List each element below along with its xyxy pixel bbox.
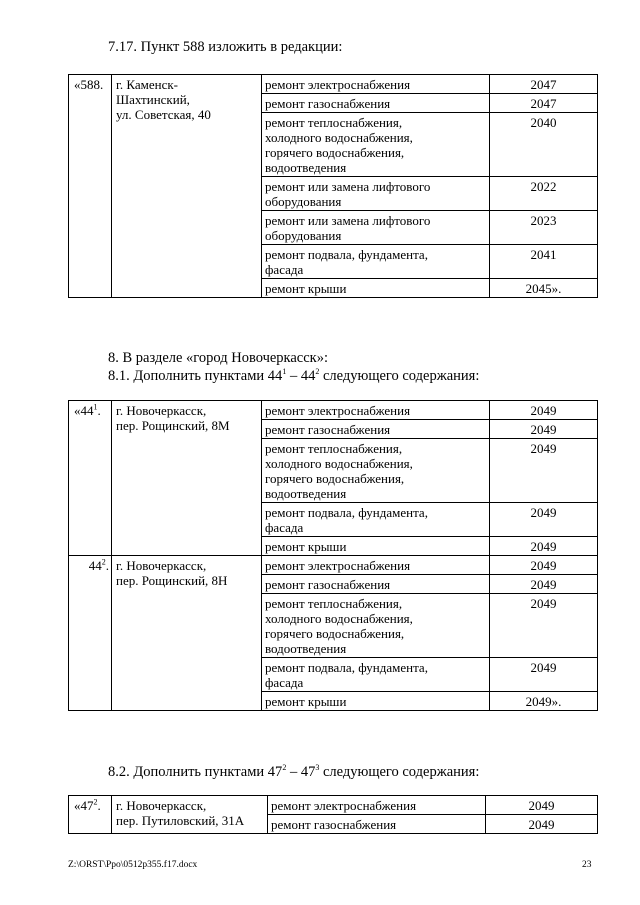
work-cell: ремонт электроснабжения [262, 401, 490, 420]
item-number: «$47^2$. [69, 796, 112, 834]
table-row [69, 556, 598, 575]
work-cell: ремонт крыши [262, 279, 490, 298]
footer-file-path: Z:\ORST\Ppo\0512p355.f17.docx [68, 860, 198, 870]
work-cell: ремонт газоснабжения [262, 420, 490, 439]
work-cell: ремонт газоснабжения [268, 815, 486, 834]
year-cell: 2047 [490, 94, 598, 113]
address-cell: г. Новочеркасск, пер. Рощинский, 8М [112, 401, 262, 556]
year-cell: 2049 [490, 537, 598, 556]
year-cell: 2049 [490, 594, 598, 658]
year-cell: 2049 [490, 658, 598, 692]
address-cell: г. Новочеркасск, пер. Путиловский, 31А [112, 796, 268, 834]
year-cell: 2049 [490, 556, 598, 575]
work-cell: ремонт подвала, фундамента, фасада [262, 245, 490, 279]
work-cell: ремонт теплоснабжения, холодного водоснабжения, горячего водоснабжения, водоотведения [262, 594, 490, 658]
address-cell: г. Каменск- Шахтинский, ул. Советская, 40 [112, 75, 262, 298]
year-cell: 2049 [490, 503, 598, 537]
year-cell: 2049 [490, 439, 598, 503]
paragraph-7-17: 7.17. Пункт 588 изложить в редакции: [108, 39, 343, 55]
work-cell: ремонт электроснабжения [262, 75, 490, 94]
work-cell: ремонт теплоснабжения, холодного водоснабжения, горячего водоснабжения, водоотведения [262, 113, 490, 177]
table-item-588 [68, 74, 598, 298]
year-cell: 2049 [490, 401, 598, 420]
work-cell: ремонт крыши [262, 692, 490, 711]
paragraph-8-1: 8.1. Дополнить пунктами $44^1 - 44^2$ следующего содержания: [108, 367, 480, 384]
year-cell: 2049 [490, 420, 598, 439]
year-cell: 2022 [490, 177, 598, 211]
item-number: «588. [69, 75, 112, 298]
work-cell: ремонт подвала, фундамента, фасада [262, 503, 490, 537]
year-cell: 2045». [490, 279, 598, 298]
year-cell: 2023 [490, 211, 598, 245]
work-cell: ремонт или замена лифтового оборудования [262, 177, 490, 211]
address-cell: г. Новочеркасск, пер. Рощинский, 8Н [112, 556, 262, 711]
work-cell: ремонт подвала, фундамента, фасада [262, 658, 490, 692]
work-cell: ремонт газоснабжения [262, 94, 490, 113]
table-row [69, 401, 598, 420]
work-cell: ремонт газоснабжения [262, 575, 490, 594]
item-number: $44^2$. [69, 556, 112, 711]
work-cell: ремонт или замена лифтового оборудования [262, 211, 490, 245]
item-number: «$44^1$. [69, 401, 112, 556]
table-row [69, 796, 598, 815]
year-cell: 2049 [486, 815, 598, 834]
paragraph-8: 8. В разделе «город Новочеркасск»: [108, 350, 329, 366]
paragraph-8-2: 8.2. Дополнить пунктами $47^2 - 47^3$ следующего содержания: [108, 763, 480, 780]
year-cell: 2049 [490, 575, 598, 594]
work-cell: ремонт электроснабжения [268, 796, 486, 815]
year-cell: 2041 [490, 245, 598, 279]
year-cell: 2049». [490, 692, 598, 711]
work-cell: ремонт теплоснабжения, холодного водоснабжения, горячего водоснабжения, водоотведения [262, 439, 490, 503]
year-cell: 2049 [486, 796, 598, 815]
year-cell: 2040 [490, 113, 598, 177]
year-cell: 2047 [490, 75, 598, 94]
work-cell: ремонт крыши [262, 537, 490, 556]
table-row [69, 75, 598, 94]
table-items-44 [68, 400, 598, 711]
table-items-47 [68, 795, 598, 834]
work-cell: ремонт электроснабжения [262, 556, 490, 575]
page-number: 23 [582, 860, 592, 870]
